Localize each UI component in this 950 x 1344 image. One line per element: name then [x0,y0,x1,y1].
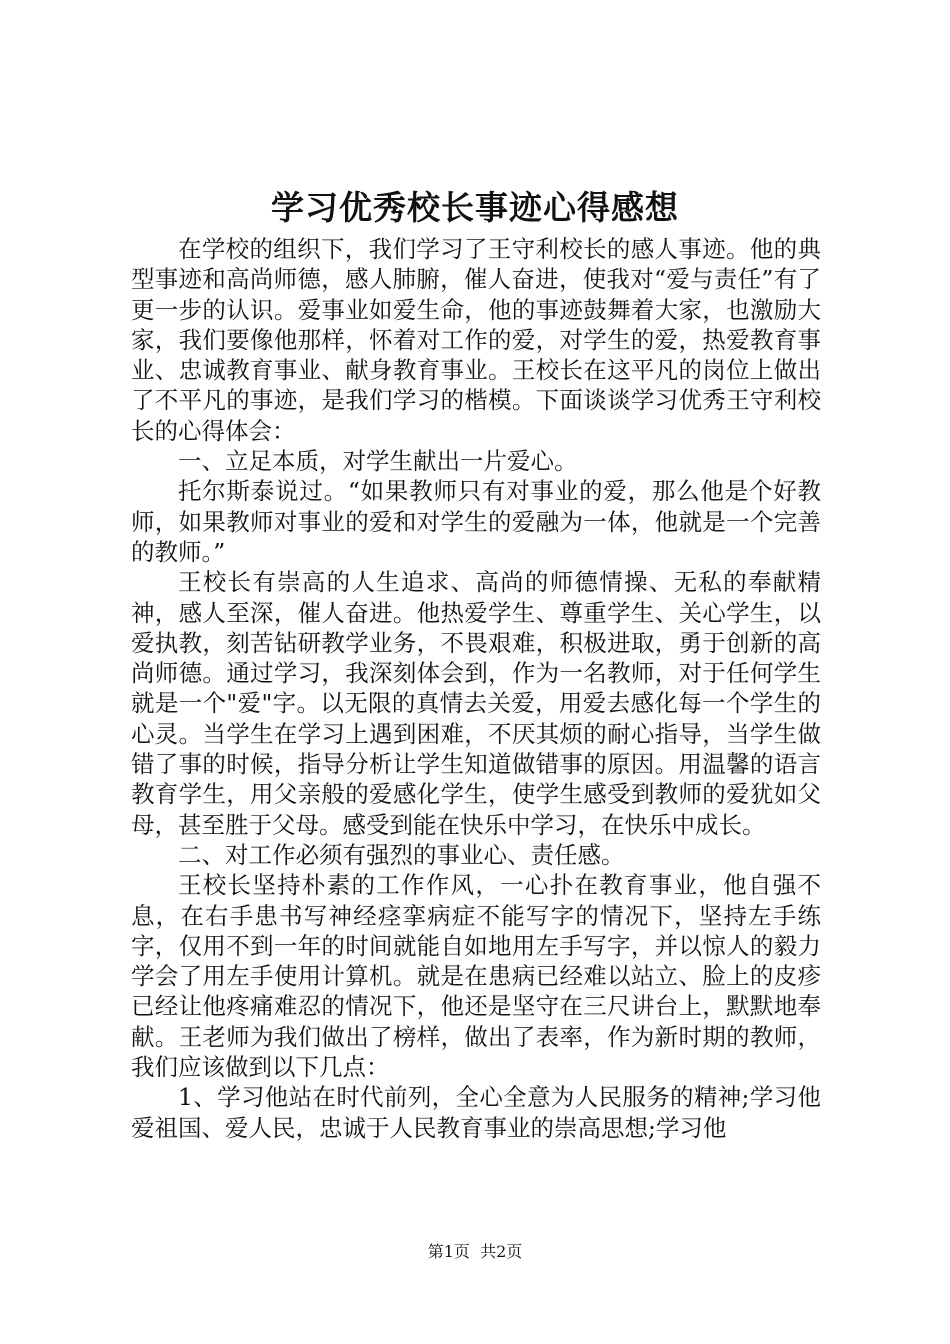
paragraph-point-1: 1、学习他站在时代前列，全心全意为人民服务的精神;学习他爱祖国、爱人民，忠诚于人民教育事业的崇高思想;学习他 [131,1083,821,1142]
page-number: 第1页 [427,1242,470,1261]
paragraph-quote: 托尔斯泰说过。“如果教师只有对事业的爱，那么他是个好教师，如果教师对事业的爱和对学生的爱融为一体，他就是一个完善的教师。” [131,477,821,566]
paragraph-intro: 在学校的组织下，我们学习了王守利校长的感人事迹。他的典型事迹和高尚师德，感人肺腑，催人奋进，使我对“爱与责任”有了更一步的认识。爱事业如爱生命，他的事迹鼓舞着大家，也激励大家，我们要像他那样，怀着对工作的爱，对学生的爱，热爱教育事业、忠诚教育事业、献身教育事业。王校长在这平凡的岗位上做出了不平凡的事迹，是我们学习的楷模。下面谈谈学习优秀王守利校长的心得体会： [131,235,821,445]
section-heading-1: 一、立足本质，对学生献出一片爱心。 [178,447,578,476]
paragraph-section-2: 王校长坚持朴素的工作作风，一心扑在教育事业，他自强不息，在右手患书写神经痉挛病症不能写字的情况下，坚持左手练字，仅用不到一年的时间就能自如地用左手写字，并以惊人的毅力学会了用左手使用计算机。就是在患病已经难以站立、脸上的皮疹已经让他疼痛难忍的情况下，他还是坚守在三尺讲台上，默默地奉献。王老师为我们做出了榜样，做出了表率，作为新时期的教师，我们应该做到以下几点： [131,871,821,1082]
document-body [131,234,821,1143]
document-title: 学习优秀校长事迹心得感想 [271,188,679,227]
page-total: 共2页 [480,1242,523,1261]
paragraph-section-1: 王校长有崇高的人生追求、高尚的师德情操、无私的奉献精神，感人至深，催人奋进。他热爱学生、尊重学生、关心学生，以爱执教，刻苦钻研教学业务，不畏艰难，积极进取，勇于创新的高尚师德。通过学习，我深刻体会到，作为一名教师，对于任何学生就是一个"爱"字。以无限的真情去关爱，用爱去感化每一个学生的心灵。当学生在学习上遇到困难，不厌其烦的耐心指导，当学生做错了事的时候，指导分析让学生知道做错事的原因。用温馨的语言教育学生，用父亲般的爱感化学生，使学生感受到教师的爱犹如父母，甚至胜于父母。感受到能在快乐中学习，在快乐中成长。 [131,568,821,839]
section-heading-2: 二、对工作必须有强烈的事业心、责任感。 [178,840,625,869]
page-footer [0,1240,950,1264]
